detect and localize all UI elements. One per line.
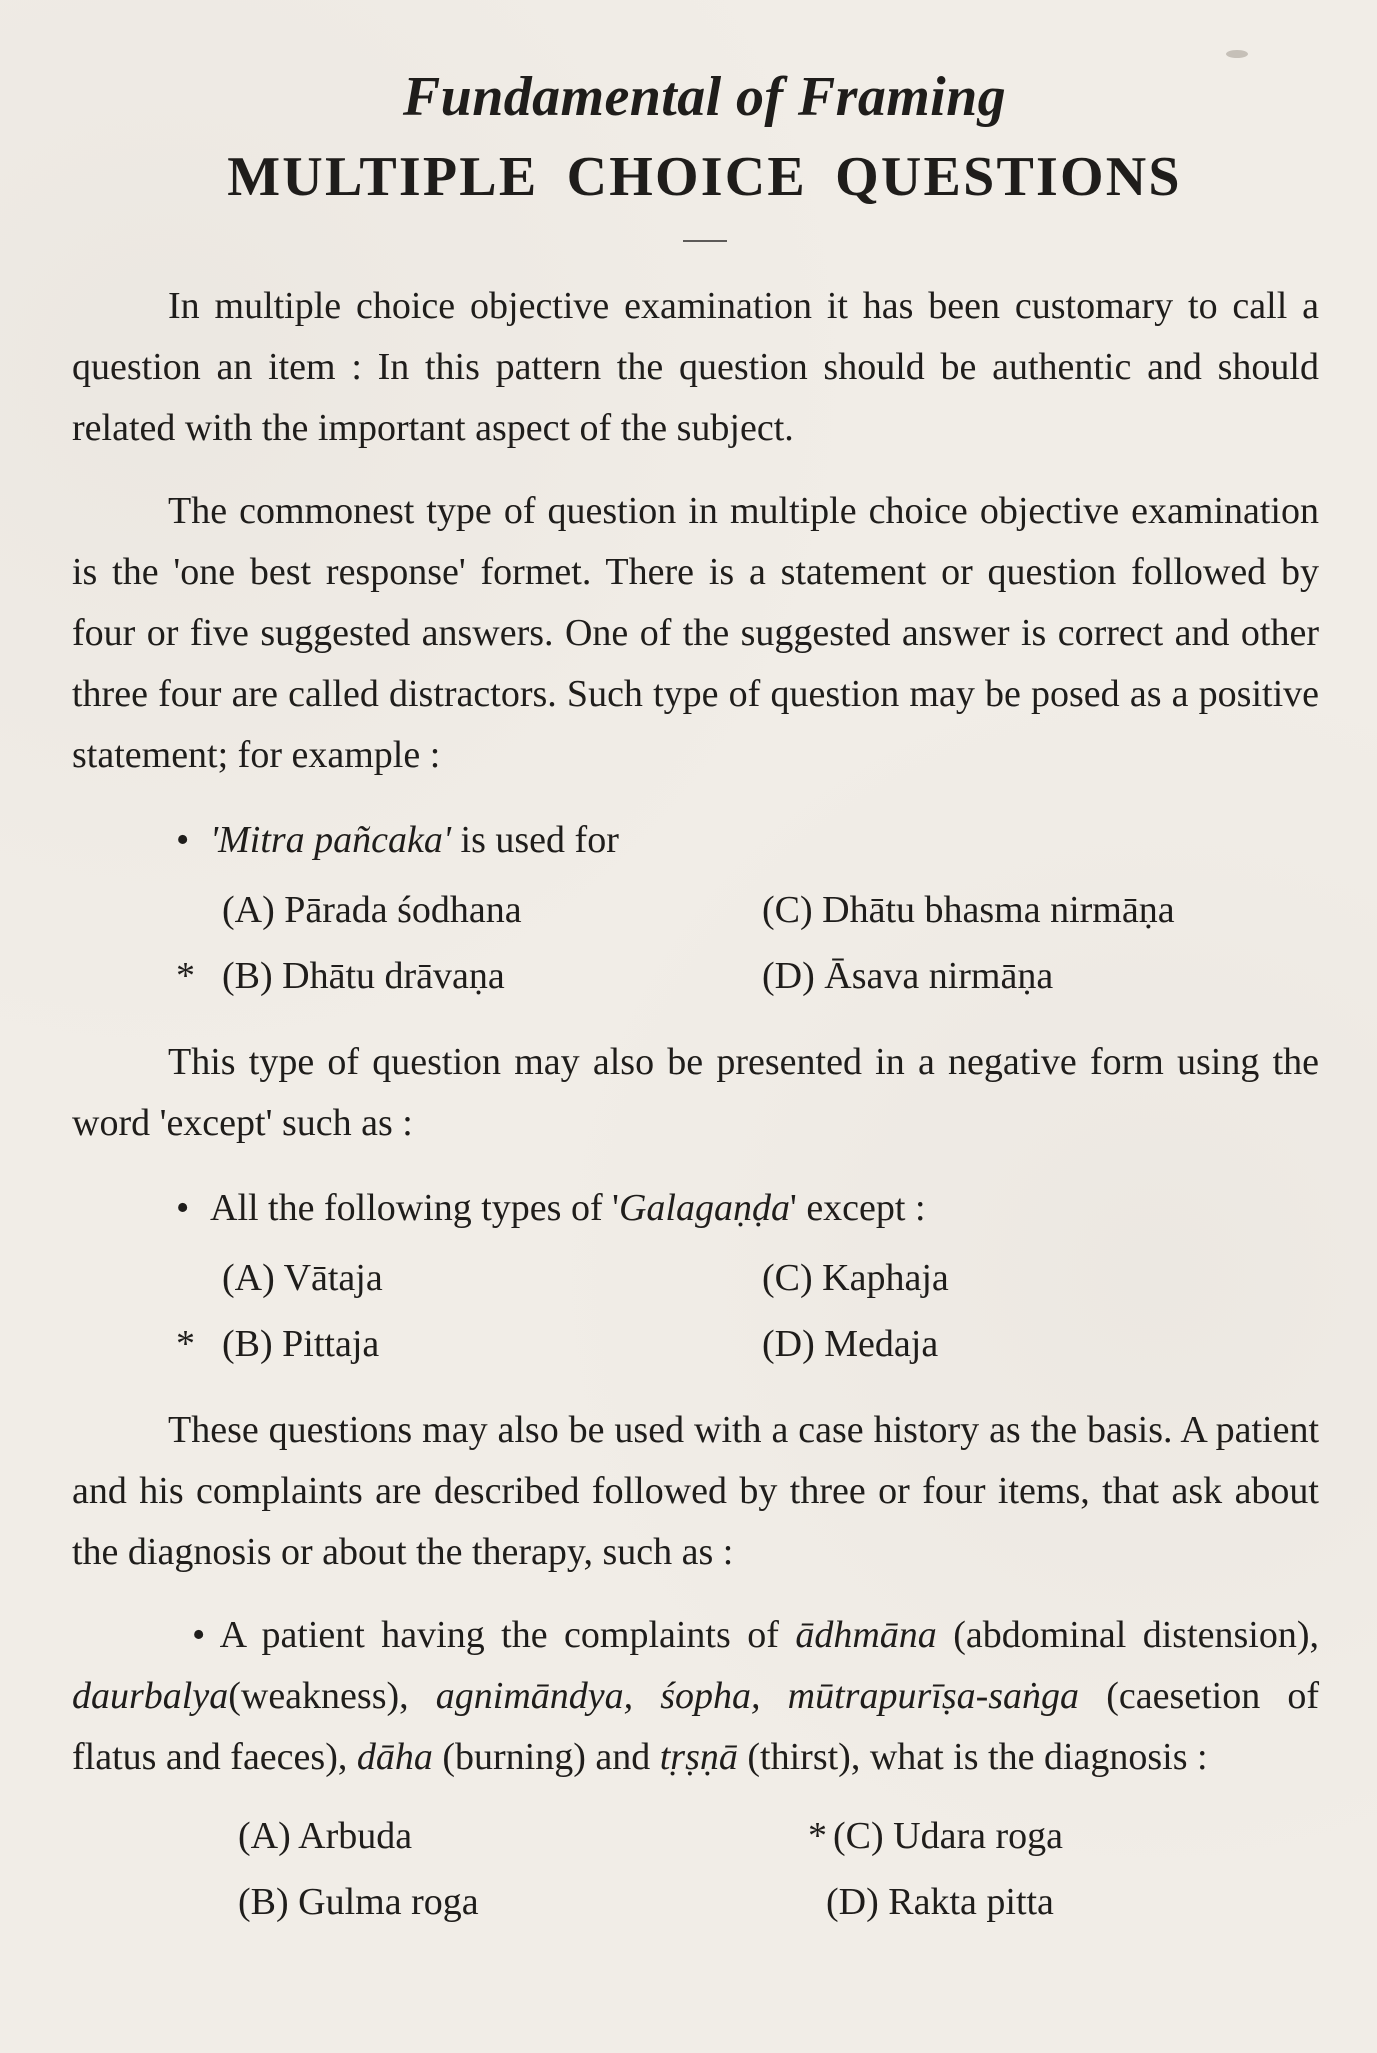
case-term-adhmana: ādhmāna bbox=[795, 1614, 937, 1656]
example-question-1-option-b bbox=[176, 944, 762, 1008]
bullet-icon: • bbox=[176, 1187, 190, 1229]
page-header bbox=[90, 62, 1319, 242]
example-question-1-option-d: (D) Āsava nirmāṇa bbox=[762, 955, 1054, 997]
case-text-4: (caesetion of flatus and faeces), bbox=[72, 1675, 1319, 1778]
case-text-2: (abdominal distension), bbox=[936, 1614, 1319, 1656]
example-question-3 bbox=[72, 1605, 1319, 1934]
bullet-icon: • bbox=[192, 1614, 206, 1656]
example-question-2-option-d: (D) Medaja bbox=[762, 1323, 939, 1365]
correct-answer-marker: * bbox=[176, 955, 195, 997]
example-question-1 bbox=[176, 808, 1319, 1008]
case-term-agnimandya-sopha-mutrapurisa-sanga: agnimāndya, śopha, mūtrapurīṣa-saṅga bbox=[435, 1675, 1080, 1717]
example-question-3-option-d: (D) Rakta pitta bbox=[826, 1881, 1054, 1923]
example-question-2-option-b-text: (B) Pittaja bbox=[222, 1323, 380, 1365]
example-question-2-stem-end: ' except : bbox=[789, 1187, 926, 1229]
example-question-1-option-c: (C) Dhātu bhasma nirmāṇa bbox=[762, 889, 1175, 931]
one-best-response-paragraph: The commonest type of question in multiple choice objective examination is the 'one best response' formet. There is a statement or question followed by four or five suggested answers. One of the suggested answer is correct and other three four are called distractors. Such type of question may be posed as a positive statement; for example : bbox=[72, 490, 1319, 776]
case-term-trsna: tṛṣṇā bbox=[659, 1736, 738, 1778]
case-term-daha: dāha bbox=[356, 1736, 433, 1778]
example-question-2-option-a: (A) Vātaja bbox=[222, 1257, 383, 1299]
correct-answer-marker: * bbox=[176, 1323, 195, 1365]
case-text-5: (burning) and bbox=[432, 1736, 660, 1778]
example-question-2-stem bbox=[176, 1176, 1319, 1240]
case-text-6: (thirst), what is the diagnosis : bbox=[737, 1736, 1208, 1778]
example-question-3-option-c bbox=[808, 1804, 1319, 1868]
case-text-1: A patient having the complaints of bbox=[205, 1614, 796, 1656]
example-question-1-term: 'Mitra pañcaka' bbox=[210, 819, 452, 861]
page-title-line-1: Fundamental of Framing bbox=[402, 66, 1007, 128]
example-question-2 bbox=[176, 1176, 1319, 1376]
example-question-3-option-a: (A) Arbuda bbox=[238, 1815, 413, 1857]
paper-speck bbox=[1226, 50, 1248, 58]
bullet-icon: • bbox=[176, 819, 190, 861]
example-question-1-option-b-text: (B) Dhātu drāvaṇa bbox=[222, 955, 505, 997]
example-question-2-term: Galagaṇḍa bbox=[618, 1187, 790, 1229]
example-question-2-option-c: (C) Kaphaja bbox=[762, 1257, 949, 1299]
example-question-1-option-a: (A) Pārada śodhana bbox=[222, 889, 522, 931]
document-body bbox=[72, 276, 1319, 1934]
example-question-3-option-b: (B) Gulma roga bbox=[238, 1881, 479, 1923]
example-question-2-options bbox=[176, 1246, 1319, 1376]
case-term-daurbalya: daurbalya bbox=[72, 1675, 229, 1717]
correct-answer-marker: * bbox=[808, 1815, 827, 1857]
example-question-3-option-c-text: (C) Udara roga bbox=[833, 1815, 1064, 1857]
example-question-1-stem bbox=[176, 808, 1319, 872]
example-question-2-stem-start: All the following types of ' bbox=[210, 1187, 619, 1229]
negative-form-paragraph: This type of question may also be presented in a negative form using the word 'except' such as : bbox=[72, 1041, 1319, 1144]
example-question-3-options bbox=[238, 1804, 1319, 1934]
case-text-3: (weakness), bbox=[228, 1675, 436, 1717]
example-question-3-stem bbox=[72, 1605, 1319, 1788]
example-question-1-stem-text: is used for bbox=[451, 819, 619, 861]
case-history-paragraph: These questions may also be used with a case history as the basis. A patient and his complaints are described followed by three or four items, that ask about the diagnosis or about the therapy, such as : bbox=[72, 1409, 1319, 1573]
example-question-1-options bbox=[176, 878, 1319, 1008]
page-title-line-2: MULTIPLE CHOICE QUESTIONS bbox=[227, 146, 1182, 208]
title-divider bbox=[683, 240, 727, 242]
example-question-2-option-b bbox=[176, 1312, 762, 1376]
intro-paragraph: In multiple choice objective examination it has been customary to call a question an item : In this pattern the question should be authentic and should related with the important aspect of the subject. bbox=[72, 285, 1319, 449]
